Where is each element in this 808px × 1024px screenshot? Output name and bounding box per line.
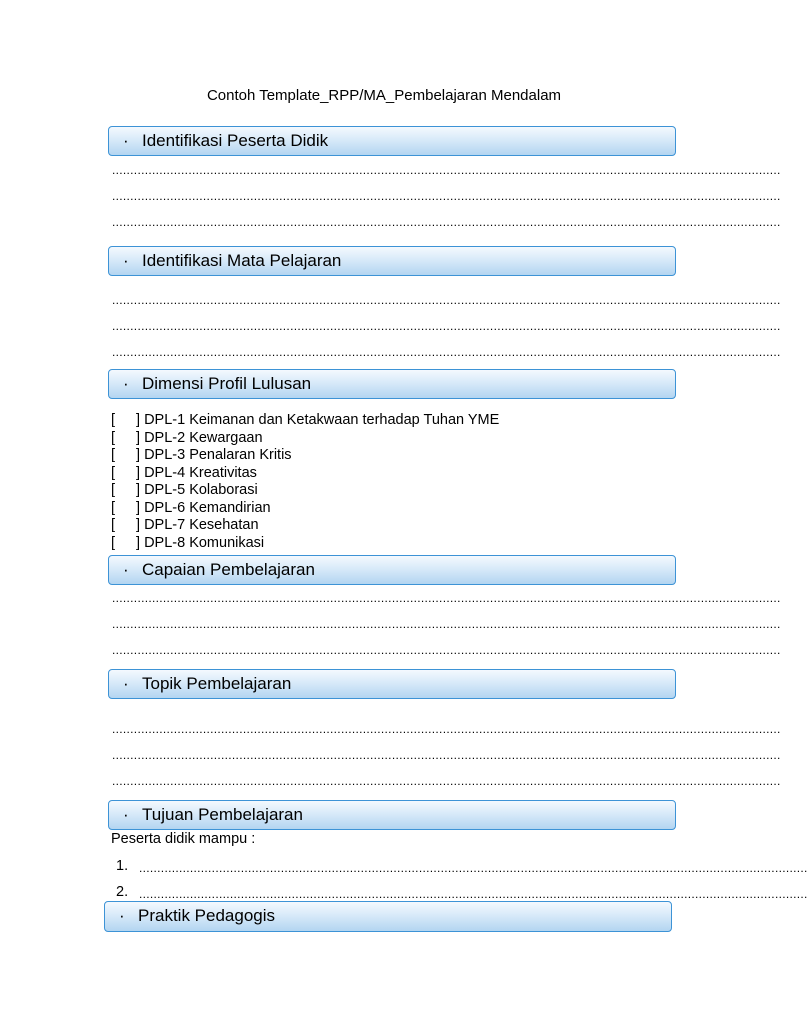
fill-line: ........................................................................................................................................................................................ (112, 617, 781, 631)
bullet-icon: · (119, 906, 125, 925)
document-title: Contoh Template_RPP/MA_Pembelajaran Mendalam (206, 87, 562, 104)
dpl-checkbox-item[interactable] (111, 430, 263, 448)
dpl-label: DPL-3 Penalaran Kritis (144, 447, 292, 463)
dpl-label: DPL-7 Kesehatan (144, 517, 259, 533)
dpl-label: DPL-1 Keimanan dan Ketakwaan terhadap Tuhan YME (144, 412, 500, 428)
fill-line: ........................................................................................................................................................................................ (112, 189, 781, 203)
dpl-label: DPL-4 Kreativitas (144, 464, 257, 481)
bullet-icon: · (123, 560, 129, 579)
bullet-icon: · (123, 251, 129, 270)
fill-line: ........................................................................................................................................................................................ (112, 643, 781, 657)
dpl-label: DPL-6 Kemandirian (144, 499, 271, 516)
bullet-icon: · (123, 674, 129, 693)
checkbox-close-bracket: ] (136, 499, 141, 516)
bullet-icon: · (123, 131, 129, 150)
section-header-dimensi-profil-lulusan (108, 369, 676, 399)
fill-line: ........................................................................................................................................................................................ (139, 861, 808, 875)
dpl-label: DPL-5 Kolaborasi (144, 482, 258, 498)
section-title: Topik Pembelajaran (142, 674, 292, 693)
section-header-identifikasi-peserta-didik (108, 126, 676, 156)
section-title: Identifikasi Mata Pelajaran (142, 251, 342, 270)
checkbox-open-bracket: [ (111, 429, 116, 446)
section-title: Tujuan Pembelajaran (142, 805, 303, 824)
checkbox-close-bracket: ] (136, 464, 141, 481)
bullet-icon: · (123, 805, 129, 824)
dpl-checkbox-item[interactable] (111, 465, 257, 483)
fill-line: ........................................................................................................................................................................................ (112, 293, 781, 307)
checkbox-open-bracket: [ (111, 412, 116, 428)
section-title: Dimensi Profil Lulusan (142, 374, 312, 393)
dpl-label: DPL-8 Komunikasi (144, 534, 265, 551)
fill-line: ........................................................................................................................................................................................ (112, 591, 781, 605)
bullet-icon: · (123, 374, 129, 393)
section-header-topik-pembelajaran (108, 669, 676, 699)
fill-line: ........................................................................................................................................................................................ (112, 345, 781, 359)
section-title: Praktik Pedagogis (138, 906, 276, 925)
fill-line: ........................................................................................................................................................................................ (112, 774, 781, 788)
dpl-checkbox-item[interactable] (111, 500, 271, 518)
section-header-praktik-pedagogis (104, 901, 672, 932)
checkbox-close-bracket: ] (136, 447, 141, 463)
fill-line: ........................................................................................................................................................................................ (112, 215, 781, 229)
dpl-checkbox-item[interactable] (111, 447, 292, 465)
checkbox-open-bracket: [ (111, 499, 116, 516)
section-title: Identifikasi Peserta Didik (142, 131, 329, 150)
list-number: 1. (116, 858, 129, 874)
fill-line: ........................................................................................................................................................................................ (112, 748, 781, 762)
fill-line: ........................................................................................................................................................................................ (112, 319, 781, 333)
dpl-label: DPL-2 Kewargaan (144, 429, 263, 446)
section-title: Capaian Pembelajaran (142, 560, 315, 579)
checkbox-close-bracket: ] (136, 429, 141, 446)
dpl-checkbox-item[interactable] (111, 535, 264, 553)
dpl-checkbox-item[interactable] (111, 517, 259, 535)
checkbox-open-bracket: [ (111, 464, 116, 481)
checkbox-close-bracket: ] (136, 534, 141, 551)
checkbox-open-bracket: [ (111, 447, 116, 463)
checkbox-close-bracket: ] (136, 412, 141, 428)
section-header-identifikasi-mata-pelajaran (108, 246, 676, 276)
section-header-tujuan-pembelajaran (108, 800, 676, 830)
fill-line: ........................................................................................................................................................................................ (112, 163, 781, 177)
checkbox-open-bracket: [ (111, 482, 116, 498)
section-header-capaian-pembelajaran (108, 555, 676, 585)
dpl-checkbox-item[interactable] (111, 412, 499, 430)
fill-line: ........................................................................................................................................................................................ (112, 722, 781, 736)
dpl-checkbox-item[interactable] (111, 482, 258, 500)
checkbox-open-bracket: [ (111, 517, 116, 533)
checkbox-close-bracket: ] (136, 517, 141, 533)
fill-line: ........................................................................................................................................................................................ (139, 887, 808, 901)
checkbox-close-bracket: ] (136, 482, 141, 498)
checkbox-open-bracket: [ (111, 534, 116, 551)
list-number: 2. (116, 884, 129, 900)
tujuan-intro: Peserta didik mampu : (111, 831, 256, 847)
